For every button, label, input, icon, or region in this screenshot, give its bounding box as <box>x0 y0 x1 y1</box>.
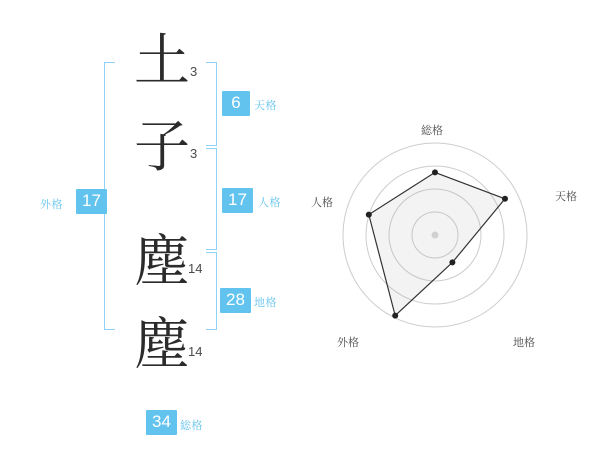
tenkaku-bracket <box>206 62 217 146</box>
stroke-count-3: 14 <box>188 261 203 276</box>
jinkaku-bracket <box>206 148 217 250</box>
radar-axis-label-gaikaku: 外格 <box>337 337 359 349</box>
jinkaku-score-badge: 17 <box>222 188 253 213</box>
radar-axis-label-jinkaku: 人格 <box>311 197 333 209</box>
chikaku-score-badge: 28 <box>220 288 251 313</box>
chikaku-bracket <box>206 252 217 330</box>
stroke-count-1: 3 <box>190 64 198 79</box>
chikaku-score-label: 地格 <box>254 297 277 309</box>
tenkaku-score-badge: 6 <box>222 91 250 116</box>
jinkaku-score-label: 人格 <box>258 197 281 209</box>
kanji-char-1: 土 <box>134 29 190 94</box>
tenkaku-score-label: 天格 <box>254 100 277 112</box>
kanji-char-3: 塵 <box>134 230 190 295</box>
soukaku-score-badge: 34 <box>146 410 177 435</box>
radar-chart <box>300 110 570 370</box>
stroke-count-2: 3 <box>190 146 198 161</box>
stroke-count-4: 14 <box>188 344 203 359</box>
soukaku-score-label: 総格 <box>180 420 203 432</box>
radar-axis-label-soukaku: 総格 <box>421 125 443 137</box>
radar-axis-label-chikaku: 地格 <box>513 337 535 349</box>
radar-axis-label-tenkaku: 天格 <box>555 191 577 203</box>
kanji-char-2: 子 <box>134 115 190 180</box>
outer-score-label: 外格 <box>40 199 63 211</box>
kanji-char-4: 塵 <box>134 313 190 378</box>
radar-series-polygon <box>369 172 505 315</box>
outer-score-badge: 17 <box>76 189 107 214</box>
